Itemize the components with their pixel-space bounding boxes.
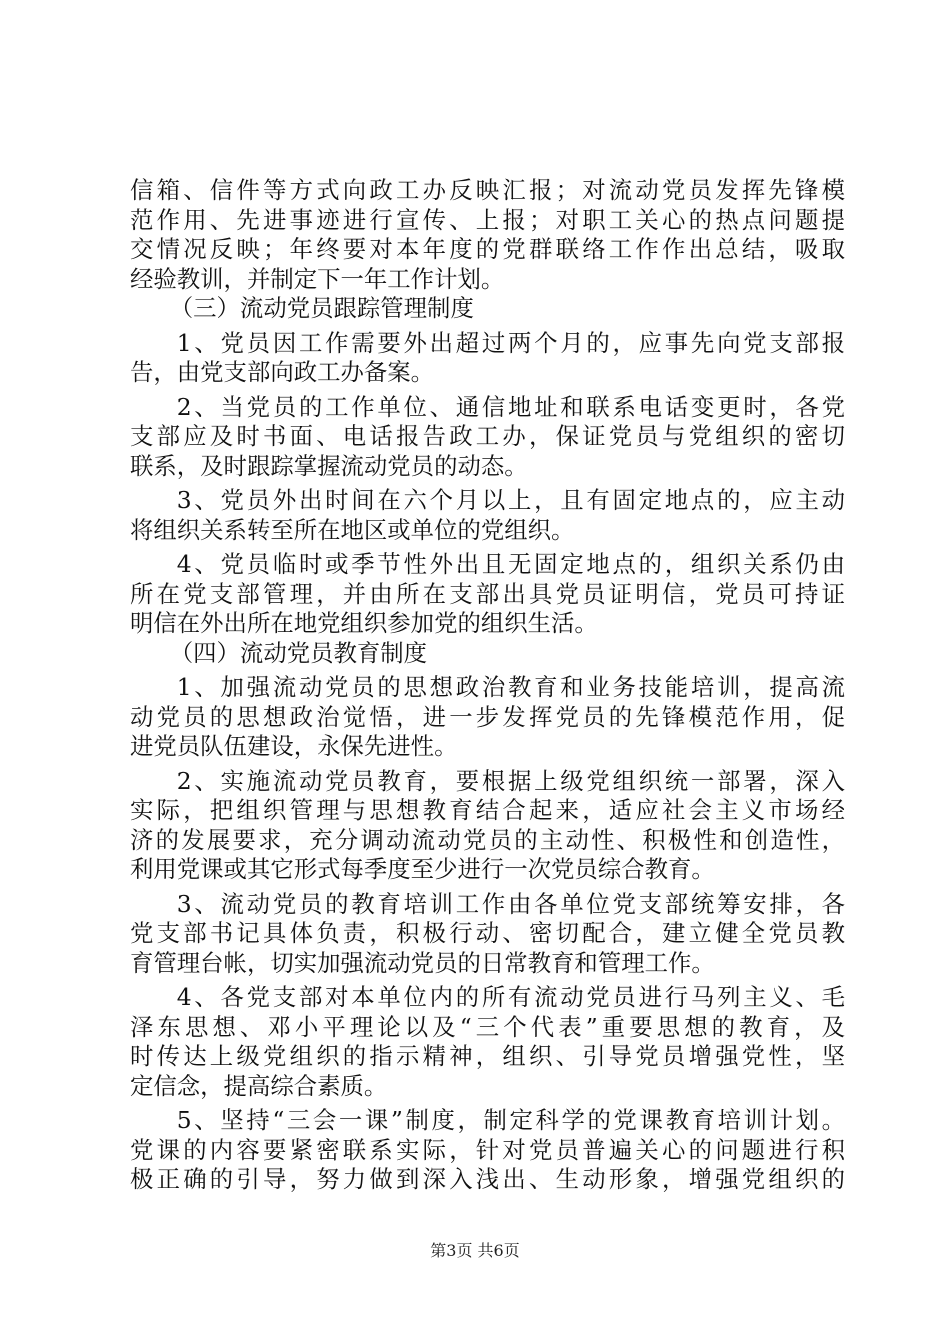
text-line: 4、党员临时或季节性外出且无固定地点的，组织关系仍由 <box>176 550 845 578</box>
text-line: 2、当党员的工作单位、通信地址和联系电话变更时，各党 <box>176 392 845 421</box>
text-line: 信箱、信件等方式向政工办反映汇报；对流动党员发挥先锋模 <box>130 176 845 204</box>
text-line: 动党员的思想政治觉悟，进一步发挥党员的先锋模范作用，促 <box>130 702 845 731</box>
page-footer: 第3页 共6页 <box>430 1241 520 1260</box>
text-line: 定信念，提高综合素质。 <box>130 1071 388 1100</box>
text-line: 利用党课或其它形式每季度至少进行一次党员综合教育。 <box>130 855 715 883</box>
text-line: （四）流动党员教育制度 <box>169 638 428 667</box>
document-body <box>130 176 845 1195</box>
text-line: 经验教训，并制定下一年工作计划。 <box>130 264 505 293</box>
text-line: 1、党员因工作需要外出超过两个月的，应事先向党支部报 <box>176 328 845 357</box>
text-line: 泽东思想、邓小平理论以及“三个代表”重要思想的教育，及 <box>130 1012 845 1041</box>
text-line: 实际，把组织管理与思想教育结合起来，适应社会主义市场经 <box>130 796 845 824</box>
text-line: 联系，及时跟踪掌握流动党员的动态。 <box>130 451 528 480</box>
text-line: 2、实施流动党员教育，要根据上级党组织统一部署，深入 <box>176 766 845 795</box>
text-line: 育管理台帐，切实加强流动党员的日常教育和管理工作。 <box>130 948 715 977</box>
text-line: 将组织关系转至所在地区或单位的党组织。 <box>130 515 575 544</box>
text-line: 极正确的引导，努力做到深入浅出、生动形象，增强党组织的 <box>130 1165 845 1193</box>
text-line: 4、各党支部对本单位内的所有流动党员进行马列主义、毛 <box>176 983 845 1011</box>
text-line: 济的发展要求，充分调动流动党员的主动性、积极性和创造性， <box>130 825 845 854</box>
text-line: 告，由党支部向政工办备案。 <box>130 358 435 386</box>
text-line: 党支部书记具体负责，积极行动、密切配合，建立健全党员教 <box>130 919 845 947</box>
text-line: 5、坚持“三会一课”制度，制定科学的党课教育培训计划。 <box>176 1106 845 1134</box>
text-line: 范作用、先进事迹进行宣传、上报；对职工关心的热点问题提 <box>130 205 845 234</box>
text-line: 明信在外出所在地党组织参加党的组织生活。 <box>130 609 598 637</box>
text-line: 3、党员外出时间在六个月以上，且有固定地点的，应主动 <box>176 486 845 514</box>
text-line: 时传达上级党组织的指示精神，组织、引导党员增强党性，坚 <box>130 1042 845 1070</box>
text-line: 进党员队伍建设，永保先进性。 <box>130 732 458 760</box>
text-line: 交情况反映；年终要对本年度的党群联络工作作出总结，吸取 <box>130 235 845 263</box>
text-line: 3、流动党员的教育培训工作由各单位党支部统筹安排，各 <box>176 889 845 918</box>
text-line: 支部应及时书面、电话报告政工办，保证党员与党组织的密切 <box>130 422 845 450</box>
text-line: 党课的内容要紧密联系实际，针对党员普遍关心的问题进行积 <box>130 1135 845 1164</box>
text-line: 1、加强流动党员的思想政治教育和业务技能培训，提高流 <box>176 673 845 701</box>
text-line: （三）流动党员跟踪管理制度 <box>169 294 474 322</box>
text-line: 所在党支部管理，并由所在支部出具党员证明信，党员可持证 <box>130 579 845 608</box>
